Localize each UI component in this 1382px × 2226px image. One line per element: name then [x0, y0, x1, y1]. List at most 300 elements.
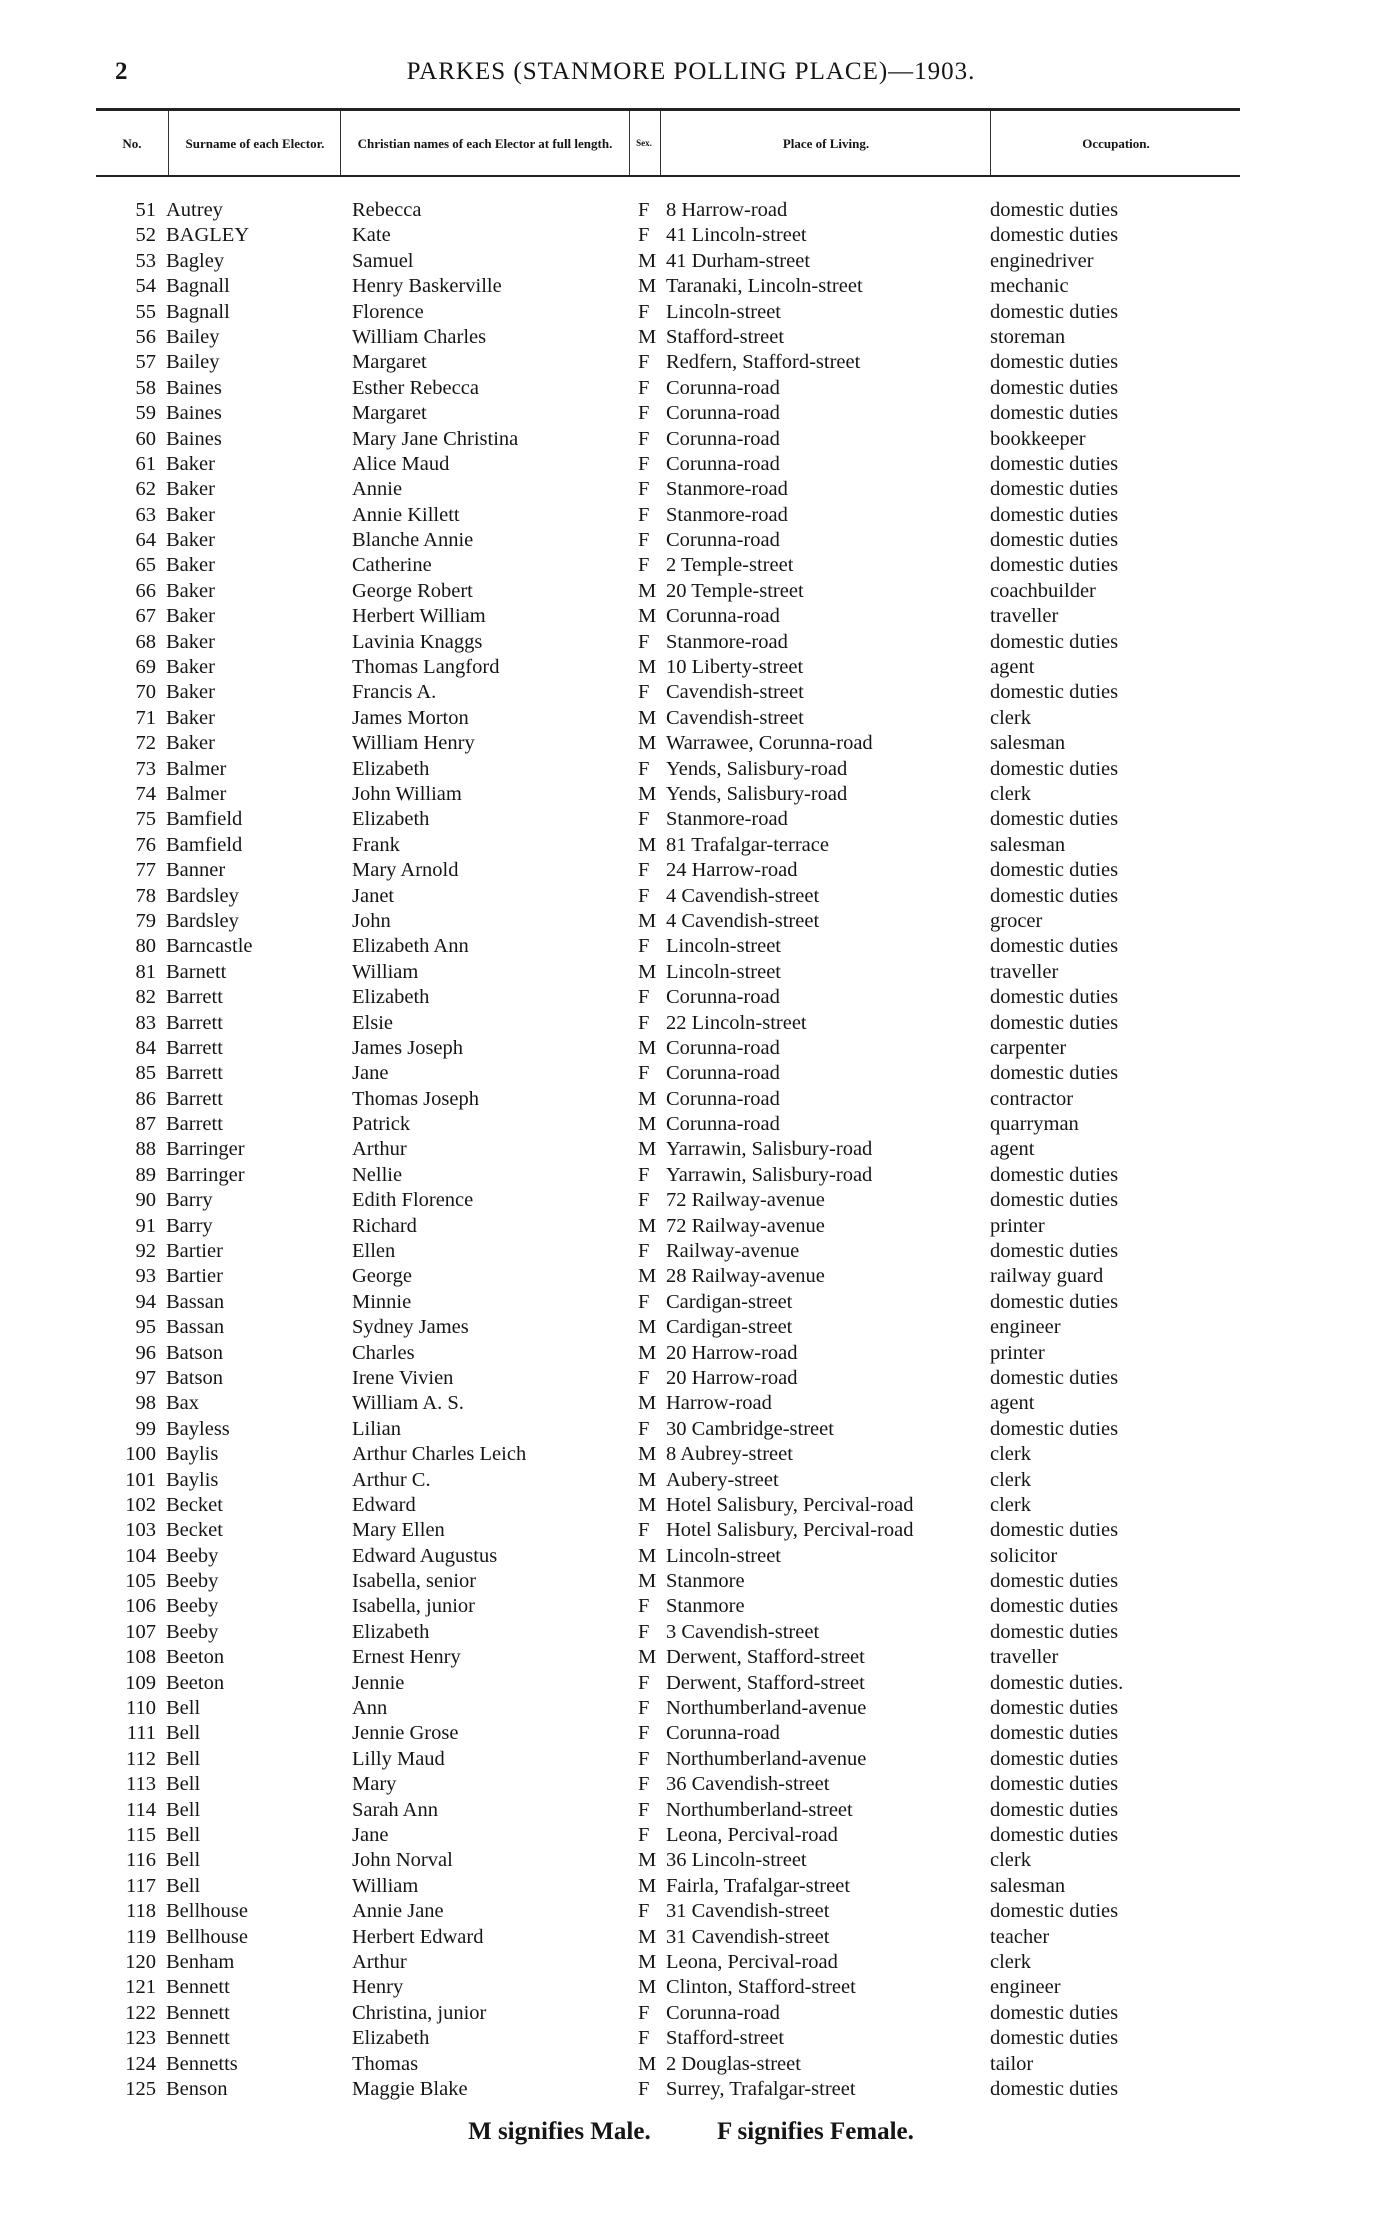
- elector-christian-names: Mary Jane Christina: [352, 427, 519, 450]
- elector-christian-names: George Robert: [352, 579, 473, 602]
- elector-sex: M: [638, 833, 657, 856]
- elector-surname: Baker: [166, 478, 215, 501]
- elector-number: 54: [135, 275, 156, 298]
- elector-occupation: domestic duties: [990, 224, 1119, 247]
- table-row: [0, 833, 1382, 858]
- elector-surname: Barncastle: [166, 935, 253, 958]
- table-row: [0, 1899, 1382, 1924]
- elector-christian-names: James Morton: [352, 706, 469, 729]
- elector-occupation: domestic duties: [990, 884, 1119, 907]
- elector-sex: F: [638, 529, 650, 552]
- elector-number: 120: [125, 1950, 156, 1973]
- elector-christian-names: Alice Maud: [352, 452, 450, 475]
- elector-number: 125: [125, 2077, 156, 2100]
- table-row: [0, 1214, 1382, 1239]
- elector-place-of-living: 2 Douglas-street: [666, 2052, 801, 2075]
- elector-place-of-living: Corunna-road: [666, 529, 780, 552]
- elector-occupation: domestic duties: [990, 2027, 1119, 2050]
- elector-christian-names: John: [352, 909, 391, 932]
- elector-christian-names: Sydney James: [352, 1316, 469, 1339]
- table-row: [0, 1264, 1382, 1289]
- elector-surname: Barrett: [166, 986, 223, 1009]
- elector-sex: F: [638, 1798, 650, 1821]
- table-row: [0, 1163, 1382, 1188]
- elector-number: 116: [126, 1849, 156, 1872]
- elector-sex: M: [638, 1087, 657, 1110]
- elector-christian-names: James Joseph: [352, 1036, 464, 1059]
- table-row: [0, 2052, 1382, 2077]
- footer-note: [0, 2118, 1382, 2146]
- elector-place-of-living: 4 Cavendish-street: [666, 909, 820, 932]
- table-row: [0, 401, 1382, 426]
- elector-place-of-living: 41 Durham-street: [666, 249, 811, 272]
- elector-number: 52: [135, 224, 156, 247]
- elector-occupation: domestic duties: [990, 351, 1119, 374]
- table-row: [0, 706, 1382, 731]
- elector-christian-names: Lavinia Knaggs: [352, 630, 483, 653]
- elector-number: 77: [135, 859, 156, 882]
- elector-place-of-living: Harrow-road: [666, 1392, 772, 1415]
- elector-number: 70: [135, 681, 156, 704]
- elector-occupation: clerk: [990, 706, 1031, 729]
- elector-surname: Baker: [166, 503, 215, 526]
- elector-sex: F: [638, 1747, 650, 1770]
- elector-sex: M: [638, 1316, 657, 1339]
- elector-sex: M: [638, 1646, 657, 1669]
- elector-christian-names: Richard: [352, 1214, 417, 1237]
- elector-place-of-living: Aubery-street: [666, 1468, 779, 1491]
- column-divider: [660, 111, 661, 175]
- table-row: [0, 1874, 1382, 1899]
- elector-christian-names: John Norval: [352, 1849, 453, 1872]
- table-row: [0, 325, 1382, 350]
- elector-list: [0, 198, 1382, 2102]
- table-row: [0, 604, 1382, 629]
- elector-place-of-living: Clinton, Stafford-street: [666, 1976, 856, 1999]
- elector-sex: F: [638, 351, 650, 374]
- elector-number: 110: [126, 1697, 156, 1720]
- elector-christian-names: Annie Jane: [352, 1900, 444, 1923]
- elector-sex: F: [638, 1062, 650, 1085]
- elector-number: 62: [135, 478, 156, 501]
- elector-christian-names: George: [352, 1265, 412, 1288]
- table-row: [0, 2077, 1382, 2102]
- elector-place-of-living: Hotel Salisbury, Percival-road: [666, 1519, 914, 1542]
- column-header-place: Place of Living.: [782, 135, 870, 151]
- elector-sex: F: [638, 452, 650, 475]
- elector-number: 90: [135, 1189, 156, 1212]
- table-row: [0, 2026, 1382, 2051]
- elector-place-of-living: Lincoln-street: [666, 960, 781, 983]
- elector-number: 61: [135, 452, 156, 475]
- elector-occupation: domestic duties: [990, 402, 1119, 425]
- elector-number: 91: [135, 1214, 156, 1237]
- table-row: [0, 1747, 1382, 1772]
- elector-surname: Barringer: [166, 1163, 245, 1186]
- elector-christian-names: Frank: [352, 833, 400, 856]
- elector-christian-names: William Charles: [352, 325, 487, 348]
- column-header-christian-names: Christian names of each Elector at full length.: [357, 135, 613, 151]
- elector-surname: Baker: [166, 605, 215, 628]
- page-header: [0, 58, 1382, 98]
- elector-surname: Beeby: [166, 1570, 219, 1593]
- elector-place-of-living: 10 Liberty-street: [666, 656, 804, 679]
- elector-number: 94: [135, 1290, 156, 1313]
- elector-place-of-living: Yends, Salisbury-road: [666, 757, 848, 780]
- elector-christian-names: Edward Augustus: [352, 1544, 498, 1567]
- elector-sex: M: [638, 1214, 657, 1237]
- elector-christian-names: Edith Florence: [352, 1189, 474, 1212]
- elector-occupation: domestic duties: [990, 630, 1119, 653]
- elector-sex: F: [638, 1697, 650, 1720]
- elector-occupation: domestic duties: [990, 859, 1119, 882]
- elector-sex: M: [638, 1443, 657, 1466]
- elector-surname: Bennett: [166, 2027, 230, 2050]
- elector-sex: M: [638, 1925, 657, 1948]
- elector-number: 92: [135, 1240, 156, 1263]
- elector-surname: Bagley: [166, 249, 225, 272]
- elector-number: 66: [135, 579, 156, 602]
- elector-surname: Bell: [166, 1722, 201, 1745]
- table-row: [0, 274, 1382, 299]
- table-row: [0, 960, 1382, 985]
- elector-christian-names: Elizabeth: [352, 2027, 430, 2050]
- elector-surname: Balmer: [166, 782, 227, 805]
- elector-christian-names: Arthur C.: [352, 1468, 431, 1491]
- elector-place-of-living: Taranaki, Lincoln-street: [666, 275, 863, 298]
- elector-sex: F: [638, 1189, 650, 1212]
- elector-christian-names: Maggie Blake: [352, 2077, 468, 2100]
- elector-sex: F: [638, 1722, 650, 1745]
- elector-sex: M: [638, 1849, 657, 1872]
- elector-occupation: domestic duties: [990, 1747, 1119, 1770]
- elector-occupation: domestic duties: [990, 1062, 1119, 1085]
- elector-occupation: salesman: [990, 1874, 1066, 1897]
- table-row: [0, 731, 1382, 756]
- elector-christian-names: Jane: [352, 1062, 389, 1085]
- elector-christian-names: Christina, junior: [352, 2001, 487, 2024]
- table-row: [0, 1950, 1382, 1975]
- elector-surname: Becket: [166, 1519, 223, 1542]
- elector-place-of-living: 2 Temple-street: [666, 554, 794, 577]
- elector-christian-names: Mary: [352, 1773, 397, 1796]
- elector-christian-names: Elizabeth: [352, 986, 430, 1009]
- table-row: [0, 1061, 1382, 1086]
- elector-number: 84: [135, 1036, 156, 1059]
- elector-christian-names: Lilian: [352, 1417, 401, 1440]
- elector-place-of-living: 20 Harrow-road: [666, 1366, 798, 1389]
- elector-christian-names: Sarah Ann: [352, 1798, 438, 1821]
- elector-christian-names: William: [352, 1874, 419, 1897]
- elector-place-of-living: 41 Lincoln-street: [666, 224, 807, 247]
- table-row: [0, 528, 1382, 553]
- elector-number: 68: [135, 630, 156, 653]
- elector-occupation: domestic duties: [990, 1773, 1119, 1796]
- elector-surname: Balmer: [166, 757, 227, 780]
- elector-christian-names: William A. S.: [352, 1392, 464, 1415]
- elector-occupation: domestic duties: [990, 1620, 1119, 1643]
- table-row: [0, 1137, 1382, 1162]
- elector-occupation: clerk: [990, 1443, 1031, 1466]
- elector-sex: M: [638, 1036, 657, 1059]
- elector-number: 97: [135, 1366, 156, 1389]
- elector-place-of-living: Northumberland-avenue: [666, 1747, 867, 1770]
- table-row: [0, 1823, 1382, 1848]
- elector-place-of-living: Stafford-street: [666, 2027, 785, 2050]
- column-header-sex: Sex.: [636, 137, 652, 148]
- elector-number: 83: [135, 1011, 156, 1034]
- elector-sex: F: [638, 427, 650, 450]
- elector-surname: Baker: [166, 630, 215, 653]
- elector-sex: F: [638, 808, 650, 831]
- column-divider: [340, 111, 341, 175]
- elector-christian-names: Florence: [352, 300, 424, 323]
- elector-surname: Bell: [166, 1874, 201, 1897]
- elector-sex: F: [638, 1595, 650, 1618]
- elector-occupation: solicitor: [990, 1544, 1058, 1567]
- elector-sex: F: [638, 757, 650, 780]
- elector-surname: Bennett: [166, 1976, 230, 1999]
- column-header-occupation: Occupation.: [1082, 135, 1150, 151]
- elector-occupation: domestic duties: [990, 757, 1119, 780]
- elector-occupation: agent: [990, 1138, 1035, 1161]
- elector-surname: Baylis: [166, 1468, 219, 1491]
- elector-sex: M: [638, 605, 657, 628]
- table-row: [0, 477, 1382, 502]
- elector-place-of-living: Northumberland-street: [666, 1798, 853, 1821]
- elector-occupation: domestic duties: [990, 1824, 1119, 1846]
- elector-christian-names: Henry: [352, 1976, 404, 1999]
- elector-christian-names: Elizabeth: [352, 757, 430, 780]
- elector-christian-names: Thomas: [352, 2052, 419, 2075]
- table-row: [0, 1493, 1382, 1518]
- elector-surname: Baines: [166, 427, 222, 450]
- elector-place-of-living: Yarrawin, Salisbury-road: [666, 1138, 873, 1161]
- elector-sex: F: [638, 884, 650, 907]
- elector-christian-names: Rebecca: [352, 199, 422, 221]
- elector-occupation: domestic duties: [990, 1798, 1119, 1821]
- table-row: [0, 807, 1382, 832]
- table-row: [0, 884, 1382, 909]
- elector-surname: Barrett: [166, 1011, 223, 1034]
- elector-sex: F: [638, 1620, 650, 1643]
- elector-number: 87: [135, 1113, 156, 1136]
- elector-sex: F: [638, 376, 650, 399]
- elector-occupation: clerk: [990, 1493, 1031, 1516]
- elector-occupation: carpenter: [990, 1036, 1067, 1059]
- elector-surname: Barrett: [166, 1036, 223, 1059]
- elector-place-of-living: 72 Railway-avenue: [666, 1214, 825, 1237]
- page-title: PARKES (STANMORE POLLING PLACE)—1903.: [406, 58, 976, 85]
- elector-place-of-living: 36 Cavendish-street: [666, 1773, 830, 1796]
- elector-place-of-living: Stanmore-road: [666, 808, 788, 831]
- elector-surname: Bamfield: [166, 808, 243, 831]
- elector-christian-names: Blanche Annie: [352, 529, 474, 552]
- elector-sex: M: [638, 1874, 657, 1897]
- elector-sex: F: [638, 1773, 650, 1796]
- table-row: [0, 858, 1382, 883]
- table-row: [0, 1671, 1382, 1696]
- elector-number: 124: [125, 2052, 156, 2075]
- elector-place-of-living: Lincoln-street: [666, 300, 781, 323]
- elector-occupation: domestic duties: [990, 1163, 1119, 1186]
- elector-place-of-living: Surrey, Trafalgar-street: [666, 2077, 856, 2100]
- elector-sex: F: [638, 503, 650, 526]
- elector-occupation: domestic duties: [990, 1189, 1119, 1212]
- elector-surname: Beeton: [166, 1671, 225, 1694]
- column-header-no: No.: [122, 135, 142, 151]
- elector-number: 123: [125, 2027, 156, 2050]
- elector-surname: Bardsley: [166, 884, 239, 907]
- elector-occupation: enginedriver: [990, 249, 1094, 272]
- elector-number: 85: [135, 1062, 156, 1085]
- elector-sex: F: [638, 1240, 650, 1263]
- elector-surname: Baker: [166, 579, 215, 602]
- elector-place-of-living: 22 Lincoln-street: [666, 1011, 807, 1034]
- elector-occupation: domestic duties: [990, 1595, 1119, 1618]
- table-row: [0, 553, 1382, 578]
- elector-place-of-living: 8 Harrow-road: [666, 199, 788, 221]
- elector-number: 104: [125, 1544, 156, 1567]
- elector-christian-names: Charles: [352, 1341, 415, 1364]
- elector-surname: Bassan: [166, 1290, 225, 1313]
- elector-sex: M: [638, 1341, 657, 1364]
- elector-occupation: teacher: [990, 1925, 1050, 1948]
- elector-occupation: domestic duties: [990, 1722, 1119, 1745]
- elector-sex: F: [638, 224, 650, 247]
- table-row: [0, 1391, 1382, 1416]
- elector-sex: M: [638, 1493, 657, 1516]
- elector-surname: Barrett: [166, 1087, 223, 1110]
- elector-surname: Baylis: [166, 1443, 219, 1466]
- elector-sex: F: [638, 1671, 650, 1694]
- elector-sex: M: [638, 782, 657, 805]
- elector-surname: Baines: [166, 402, 222, 425]
- table-row: [0, 1544, 1382, 1569]
- male-note: M signifies Male.: [468, 2118, 651, 2145]
- elector-place-of-living: Leona, Percival-road: [666, 1824, 838, 1846]
- column-header-surname: Surname of each Elector.: [185, 135, 325, 151]
- elector-christian-names: Henry Baskerville: [352, 275, 502, 298]
- elector-sex: F: [638, 1519, 650, 1542]
- elector-number: 53: [135, 249, 156, 272]
- elector-sex: M: [638, 706, 657, 729]
- elector-christian-names: Arthur: [352, 1950, 407, 1973]
- elector-occupation: domestic duties: [990, 935, 1119, 958]
- elector-number: 64: [135, 529, 156, 552]
- elector-surname: Barrett: [166, 1113, 223, 1136]
- elector-surname: Benson: [166, 2077, 228, 2100]
- table-row: [0, 376, 1382, 401]
- table-row: [0, 223, 1382, 248]
- elector-place-of-living: 31 Cavendish-street: [666, 1900, 830, 1923]
- elector-surname: Batson: [166, 1341, 223, 1364]
- elector-place-of-living: Yarrawin, Salisbury-road: [666, 1163, 873, 1186]
- elector-number: 119: [126, 1925, 156, 1948]
- table-row: [0, 249, 1382, 274]
- elector-sex: F: [638, 630, 650, 653]
- elector-christian-names: Elizabeth: [352, 808, 430, 831]
- elector-christian-names: Annie Killett: [352, 503, 460, 526]
- elector-surname: Banner: [166, 859, 226, 882]
- elector-place-of-living: 72 Railway-avenue: [666, 1189, 825, 1212]
- elector-place-of-living: Redfern, Stafford-street: [666, 351, 861, 374]
- elector-occupation: grocer: [990, 909, 1043, 932]
- elector-occupation: bookkeeper: [990, 427, 1086, 450]
- elector-sex: M: [638, 579, 657, 602]
- elector-surname: Bagnall: [166, 300, 230, 323]
- elector-sex: F: [638, 199, 650, 221]
- elector-occupation: storeman: [990, 325, 1066, 348]
- elector-number: 81: [135, 960, 156, 983]
- elector-number: 78: [135, 884, 156, 907]
- elector-christian-names: Mary Arnold: [352, 859, 459, 882]
- table-row: [0, 1366, 1382, 1391]
- elector-number: 106: [125, 1595, 156, 1618]
- elector-sex: M: [638, 1570, 657, 1593]
- elector-occupation: domestic duties: [990, 1366, 1119, 1389]
- elector-place-of-living: Corunna-road: [666, 605, 780, 628]
- elector-occupation: domestic duties: [990, 376, 1119, 399]
- elector-sex: F: [638, 1417, 650, 1440]
- elector-number: 112: [126, 1747, 156, 1770]
- elector-christian-names: Francis A.: [352, 681, 437, 704]
- elector-number: 82: [135, 986, 156, 1009]
- table-row: [0, 350, 1382, 375]
- elector-place-of-living: Stanmore-road: [666, 478, 788, 501]
- elector-number: 93: [135, 1265, 156, 1288]
- elector-surname: Bennetts: [166, 2052, 238, 2075]
- elector-christian-names: Minnie: [352, 1290, 412, 1313]
- elector-number: 101: [125, 1468, 156, 1491]
- elector-sex: M: [638, 249, 657, 272]
- elector-surname: Barry: [166, 1189, 213, 1212]
- elector-christian-names: Janet: [352, 884, 395, 907]
- table-row: [0, 985, 1382, 1010]
- elector-surname: Bell: [166, 1798, 201, 1821]
- table-row: [0, 1468, 1382, 1493]
- elector-sex: F: [638, 554, 650, 577]
- elector-surname: Bellhouse: [166, 1900, 248, 1923]
- elector-occupation: domestic duties: [990, 808, 1119, 831]
- elector-surname: Batson: [166, 1366, 223, 1389]
- table-row: [0, 1315, 1382, 1340]
- elector-place-of-living: Northumberland-avenue: [666, 1697, 867, 1720]
- table-row: [0, 198, 1382, 223]
- elector-surname: Autrey: [166, 199, 223, 221]
- elector-sex: F: [638, 1824, 650, 1846]
- elector-occupation: printer: [990, 1214, 1045, 1237]
- elector-occupation: contractor: [990, 1087, 1074, 1110]
- elector-number: 72: [135, 732, 156, 755]
- table-row: [0, 1442, 1382, 1467]
- elector-place-of-living: 31 Cavendish-street: [666, 1925, 830, 1948]
- elector-christian-names: Isabella, junior: [352, 1595, 475, 1618]
- elector-number: 65: [135, 554, 156, 577]
- elector-place-of-living: 8 Aubrey-street: [666, 1443, 793, 1466]
- elector-sex: F: [638, 2001, 650, 2024]
- elector-number: 99: [135, 1417, 156, 1440]
- elector-occupation: domestic duties: [990, 1011, 1119, 1034]
- elector-surname: Bell: [166, 1697, 201, 1720]
- elector-sex: F: [638, 478, 650, 501]
- elector-place-of-living: 4 Cavendish-street: [666, 884, 820, 907]
- table-row: [0, 1645, 1382, 1670]
- elector-number: 122: [125, 2001, 156, 2024]
- elector-surname: Bax: [166, 1392, 200, 1415]
- elector-occupation: domestic duties: [990, 1900, 1119, 1923]
- elector-sex: M: [638, 1113, 657, 1136]
